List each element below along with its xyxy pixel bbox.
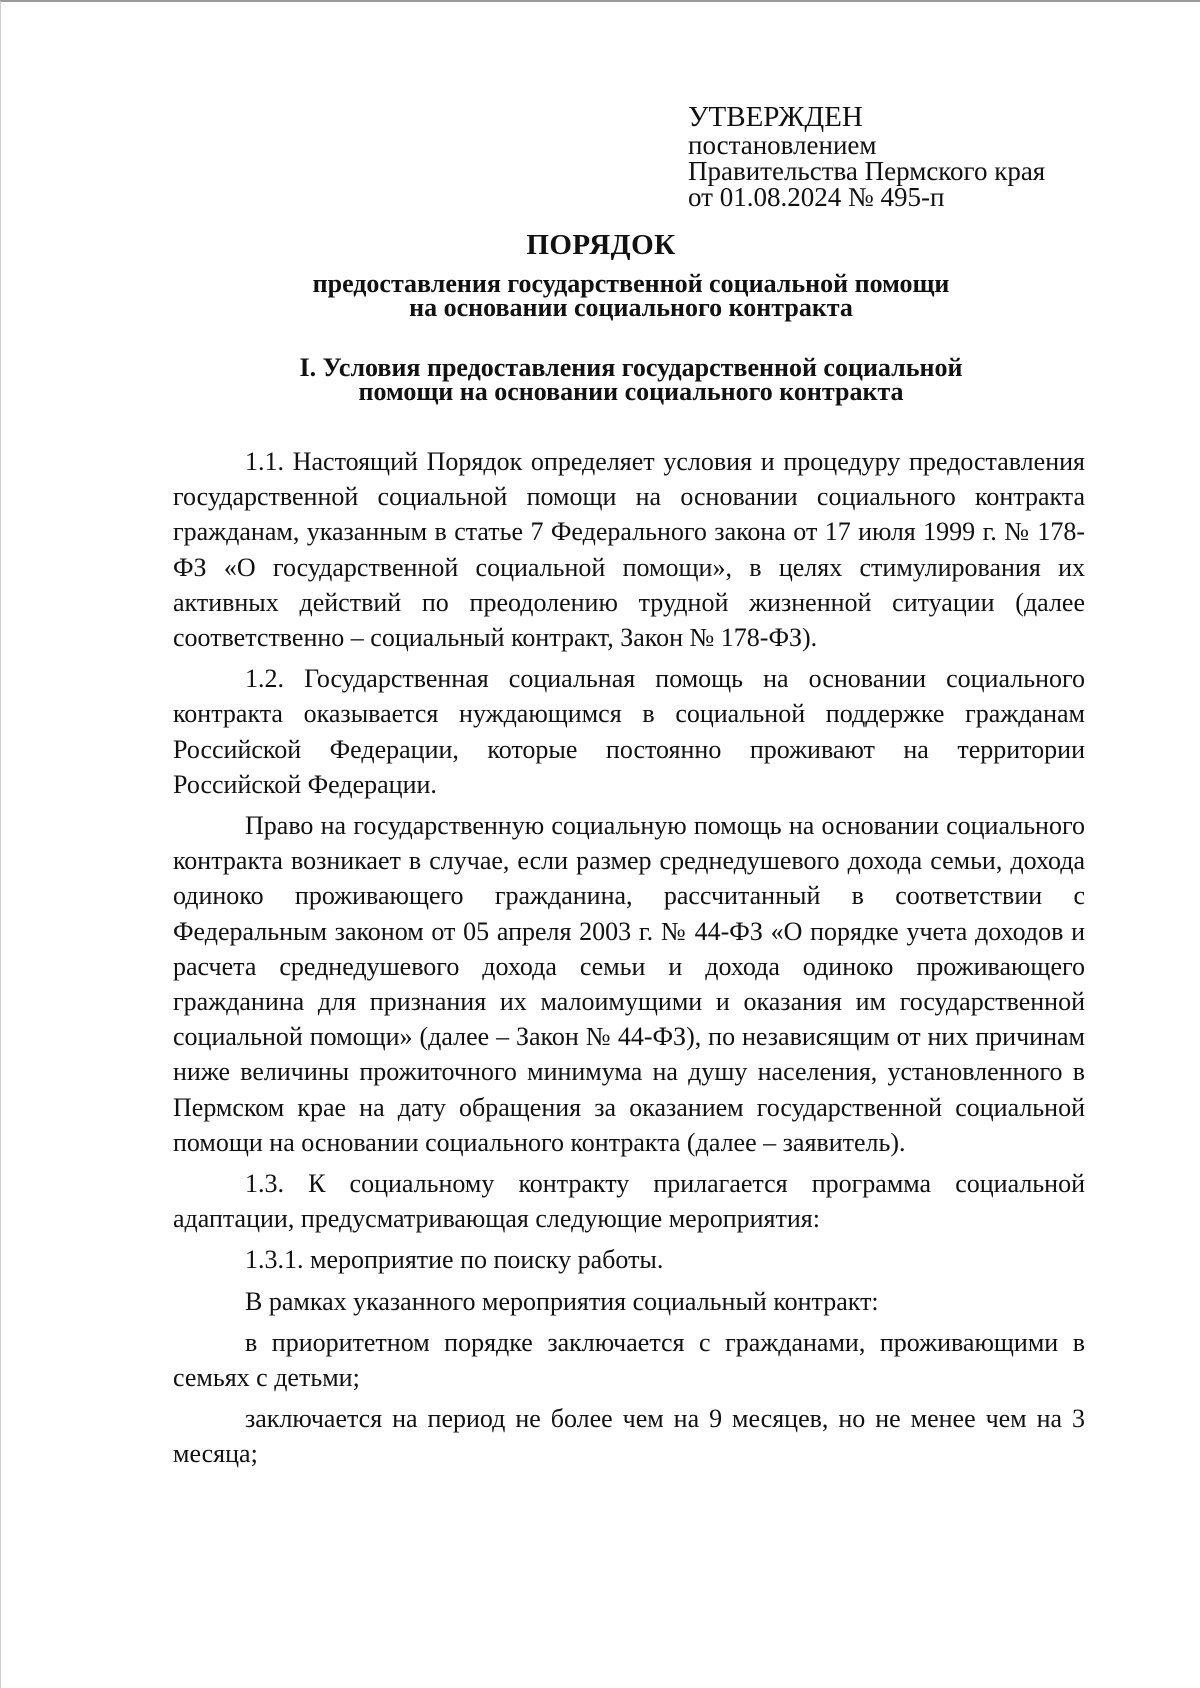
- document-title: ПОРЯДОК: [526, 229, 676, 261]
- paragraph-1-1: 1.1. Настоящий Порядок определяет условия и процедуру предоставления государственной социальной помощи на основании социального контракта гражданам, указанным в статье 7 Федерального закона от 17 июля 1999 г. № 178-ФЗ «О государственной социальной помощи», в целях стимулирования их активных действий по преодолению трудной жизненной ситуации (далее соответственно – социальный контракт, Закон № 178-ФЗ).: [173, 447, 1085, 653]
- document-subtitle-line-1: предоставления государственной социальной помощи: [312, 269, 950, 298]
- section-title-line-1: I. Условия предоставления государственной социальной: [299, 353, 963, 382]
- approval-line-2: Правительства Пермского края: [688, 156, 1046, 186]
- document-subtitle-line-2: на основании социального контракта: [409, 293, 853, 322]
- paragraph-right-to-assistance: Право на государственную социальную помощь на основании социального контракта возникает в случае, если размер среднедушевого дохода семьи, дохода одиноко проживающего гражданина, рассчитанный в соответствии с Федеральным законом от 05 апреля 2003 г. № 44-ФЗ «О порядке учета доходов и расчета среднедушевого дохода семьи и дохода одиноко проживающего гражданина для признания их малоимущими и оказания им государственной социальной помощи» (далее – Закон № 44-ФЗ), по независящим от них причинам ниже величины прожиточного минимума на душу населения, установленного в Пермском крае на дату обращения за оказанием государственной социальной помощи на основании социального контракта (далее – заявитель).: [173, 811, 1085, 1157]
- section-title-line-2: помощи на основании социального контракта: [358, 377, 904, 406]
- approval-line-3: от 01.08.2024 № 495-п: [688, 182, 945, 212]
- approval-stamp: [688, 102, 1108, 210]
- document-subtitle: [1, 269, 1200, 322]
- approval-title: УТВЕРЖДЕН: [688, 101, 863, 133]
- paragraph-priority: в приоритетном порядке заключается с гражданами, проживающими в семьях с детьми;: [173, 1327, 1085, 1393]
- paragraph-period: заключается на период не более чем на 9 месяцев, но не менее чем на 3 месяца;: [173, 1404, 1085, 1469]
- approval-line-1: постановлением: [688, 130, 877, 160]
- section-title: [1, 353, 1200, 406]
- paragraph-within-measure: В рамках указанного мероприятия социальный контракт:: [245, 1286, 879, 1316]
- paragraph-1-3: 1.3. К социальному контракту прилагается программа социальной адаптации, предусматривающая следующие мероприятия:: [173, 1169, 1085, 1234]
- paragraph-1-3-1: 1.3.1. мероприятие по поиску работы.: [245, 1245, 664, 1275]
- document-body: [173, 444, 1085, 1472]
- paragraph-1-2: 1.2. Государственная социальная помощь на основании социального контракта оказывается нуждающимся в социальной поддержке гражданам Российской Федерации, которые постоянно проживают на территории Российской Федерации.: [173, 664, 1085, 799]
